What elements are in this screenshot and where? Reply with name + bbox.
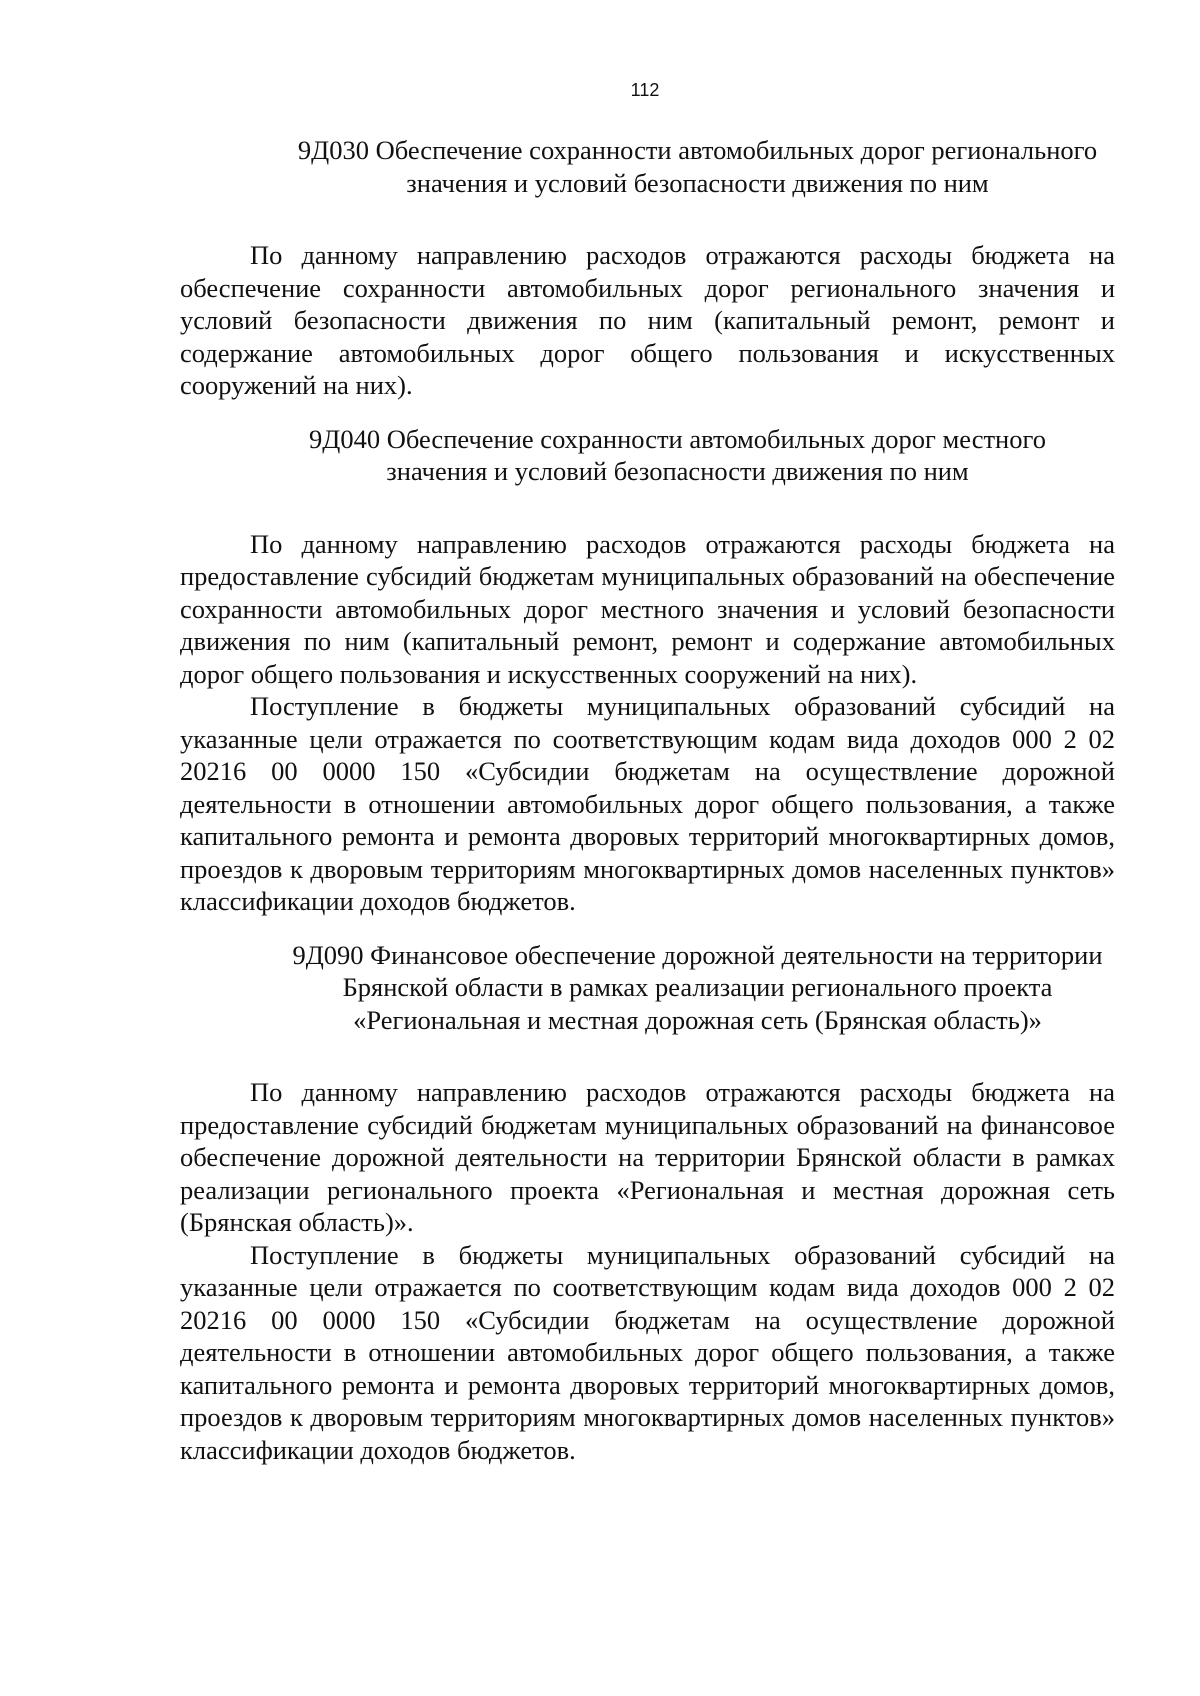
heading-line: значения и условий безопасности движения по ним	[386, 456, 969, 486]
paragraph: По данному направлению расходов отражаются расходы бюджета на обеспечение сохранности автомобильных дорог регионального значения и условий безопасности движения по ним (капитальный ремонт, ремонт и содержание автомобильных дорог общего пользования и искусственных сооружений на них).	[180, 240, 1115, 400]
paragraph: Поступление в бюджеты муниципальных образований субсидий на указанные цели отражается по соответствующим кодам вида доходов 000 2 02 20216 00 0000 150 «Субсидии бюджетам на осуществление дорожной деятельности в отношении автомобильных дорог общего пользования, а также капитального ремонта и ремонта дворовых территорий многоквартирных домов, проездов к дворовым территориям многоквартирных домов населенных пунктов» классификации доходов бюджетов.	[180, 691, 1115, 916]
paragraph: Поступление в бюджеты муниципальных образований субсидий на указанные цели отражается по соответствующим кодам вида доходов 000 2 02 20216 00 0000 150 «Субсидии бюджетам на осуществление дорожной деятельности в отношении автомобильных дорог общего пользования, а также капитального ремонта и ремонта дворовых территорий многоквартирных домов, проездов к дворовым территориям многоквартирных домов населенных пунктов» классификации доходов бюджетов.	[180, 1239, 1115, 1465]
heading-line: значения и условий безопасности движения по ним	[406, 167, 989, 198]
heading-line: 9Д090 Финансовое обеспечение дорожной деятельности на территории	[292, 939, 1103, 970]
section-heading-9d090	[250, 939, 1145, 1037]
section-heading-9d040	[275, 423, 1080, 488]
section-heading-9d030	[250, 134, 1145, 199]
heading-line: 9Д040 Обеспечение сохранности автомобильных дорог местного	[309, 423, 1046, 454]
document-body	[180, 134, 1115, 1466]
page-number: 112	[630, 80, 660, 100]
heading-line: 9Д030 Обеспечение сохранности автомобильных дорог регионального	[297, 135, 1098, 165]
paragraph: По данному направлению расходов отражаются расходы бюджета на предоставление субсидий бюджетам муниципальных образований на финансовое обеспечение дорожной деятельности на территории Брянской области в рамках реализации регионального проекта «Региональная и местная дорожная сеть (Брянская область)».	[180, 1077, 1115, 1237]
heading-line: «Региональная и местная дорожная сеть (Брянская область)»	[353, 1004, 1042, 1035]
paragraph: По данному направлению расходов отражаются расходы бюджета на предоставление субсидий бюджетам муниципальных образований на обеспечение сохранности автомобильных дорог местного значения и условий безопасности движения по ним (капитальный ремонт, ремонт и содержание автомобильных дорог общего пользования и искусственных сооружений на них).	[180, 528, 1115, 689]
heading-line: Брянской области в рамках реализации регионального проекта	[342, 972, 1053, 1002]
